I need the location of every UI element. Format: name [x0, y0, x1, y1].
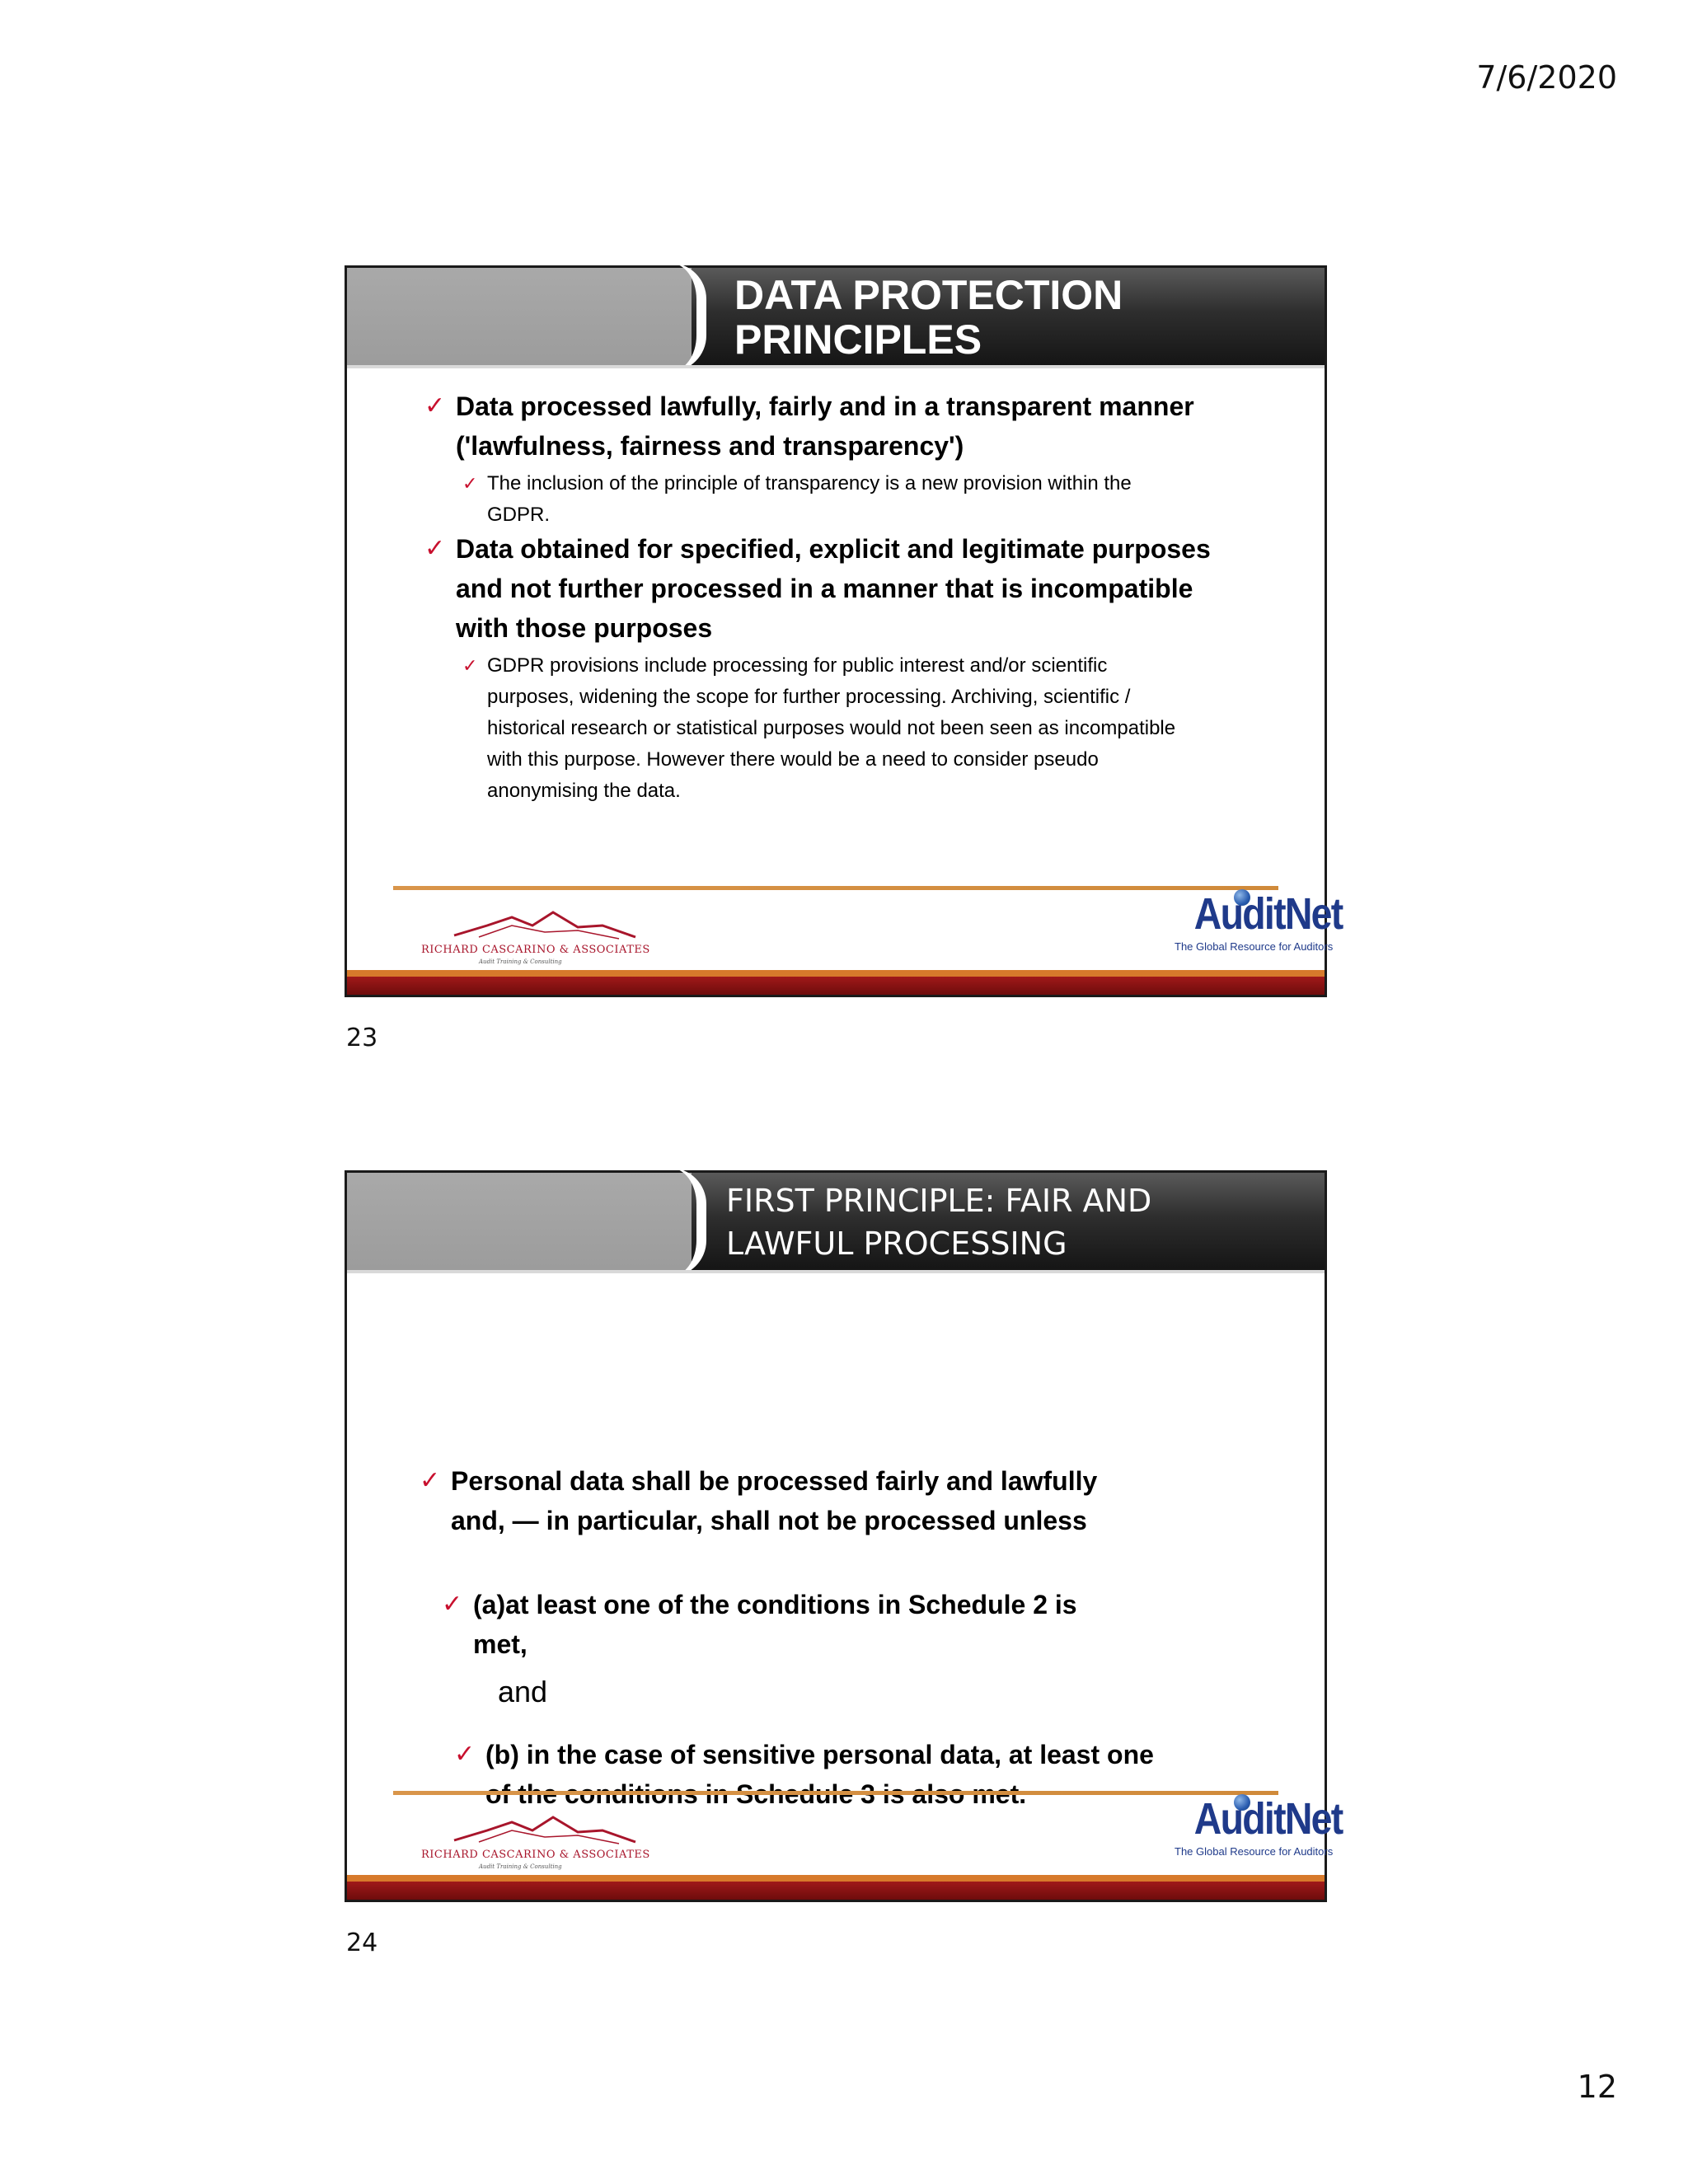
slide-title-line-1: DATA PROTECTION — [734, 272, 1123, 318]
richard-cascarino-logo — [421, 901, 650, 967]
footer-divider — [393, 886, 1278, 890]
bullet-item — [424, 387, 1249, 466]
title-gray-panel — [347, 1173, 693, 1270]
bullet-line: GDPR provisions include processing for public interest and/or scientific — [487, 654, 1108, 677]
bullet-line: Personal data shall be processed fairly and lawfully — [451, 1466, 1098, 1496]
bullet-item — [420, 1461, 1244, 1540]
sub-bullet-item — [462, 650, 1295, 807]
page-number: 12 — [1577, 2069, 1617, 2105]
slide-title-line-2: LAWFUL PROCESSING — [726, 1226, 1067, 1262]
slide-title — [726, 1179, 1308, 1265]
check-icon: ✓ — [454, 1741, 476, 1768]
slide-number-24: 24 — [346, 1929, 378, 1957]
slide-title — [734, 273, 1308, 362]
bullet-line: anonymising the data. — [487, 780, 681, 802]
slide-footer — [347, 1784, 1343, 1900]
footer-stripe-orange — [347, 970, 1325, 977]
sub-bullet-item — [462, 468, 1270, 531]
bullet-line: with those purposes — [456, 613, 713, 643]
slide-number-23: 23 — [346, 1024, 378, 1052]
richard-cascarino-logo — [421, 1806, 650, 1872]
slide-footer — [347, 879, 1343, 995]
auditnet-wordmark: AuditNet — [1193, 1794, 1343, 1844]
bullet-line: met, — [473, 1629, 528, 1659]
check-icon: ✓ — [424, 535, 446, 562]
footer-stripe-red — [347, 1882, 1325, 1900]
footer-stripe-red — [347, 977, 1325, 995]
bullet-line: Data processed lawfully, fairly and in a transparent manner — [456, 391, 1194, 421]
rca-logo-subtitle: Audit Training & Consulting — [479, 958, 562, 965]
bullet-line: historical research or statistical purposes would not been seen as incompatible — [487, 717, 1176, 739]
slide-content — [347, 1275, 1325, 1784]
check-icon: ✓ — [462, 473, 478, 494]
auditnet-logo — [1175, 1793, 1343, 1868]
footer-divider — [393, 1791, 1278, 1795]
title-underline — [347, 365, 1325, 368]
auditnet-wordmark: AuditNet — [1193, 889, 1343, 939]
slide-23 — [345, 265, 1343, 997]
check-icon: ✓ — [462, 655, 478, 676]
title-underline — [347, 1270, 1325, 1273]
connector-text: and — [498, 1675, 548, 1708]
title-gray-panel — [347, 268, 693, 365]
mountain-logo-icon — [454, 1806, 635, 1847]
rca-logo-name: RICHARD CASCARINO & ASSOCIATES — [421, 1849, 650, 1861]
slide-title-line-2: PRINCIPLES — [734, 316, 982, 363]
slide-content — [347, 370, 1325, 879]
page-date: 7/6/2020 — [1476, 59, 1617, 96]
footer-stripe-orange — [347, 1875, 1325, 1882]
bullet-line: (b) in the case of sensitive personal data, at least one — [485, 1740, 1154, 1769]
bullet-line: purposes, widening the scope for further processing. Archiving, scientific / — [487, 686, 1131, 708]
slide-title-bar — [347, 1173, 1325, 1275]
bullet-item — [442, 1585, 1266, 1664]
bullet-line: ('lawfulness, fairness and transparency') — [456, 431, 964, 461]
bullet-line: (a)at least one of the conditions in Schedule 2 is — [473, 1590, 1077, 1619]
check-icon: ✓ — [420, 1467, 441, 1494]
slide-title-bar — [347, 268, 1325, 370]
bullet-line: with this purpose. However there would be a need to consider pseudo — [487, 748, 1099, 771]
bullet-line: and not further processed in a manner that is incompatible — [456, 574, 1193, 603]
slide-title-line-1: FIRST PRINCIPLE: FAIR AND — [726, 1183, 1152, 1219]
bullet-line: Data obtained for specified, explicit and legitimate purposes — [456, 534, 1211, 564]
slide-24 — [345, 1170, 1343, 1902]
auditnet-logo — [1175, 888, 1343, 963]
auditnet-tagline: The Global Resource for Auditors — [1175, 940, 1334, 953]
bullet-item — [424, 529, 1265, 648]
mountain-logo-icon — [454, 901, 635, 942]
rca-logo-subtitle: Audit Training & Consulting — [479, 1863, 562, 1870]
bullet-line: and, — in particular, shall not be processed unless — [451, 1506, 1087, 1535]
check-icon: ✓ — [442, 1591, 463, 1618]
auditnet-tagline: The Global Resource for Auditors — [1175, 1845, 1334, 1858]
bullet-line: GDPR. — [487, 504, 551, 526]
bullet-line: The inclusion of the principle of transparency is a new provision within the — [487, 472, 1132, 494]
rca-logo-name: RICHARD CASCARINO & ASSOCIATES — [421, 944, 650, 956]
check-icon: ✓ — [424, 392, 446, 419]
